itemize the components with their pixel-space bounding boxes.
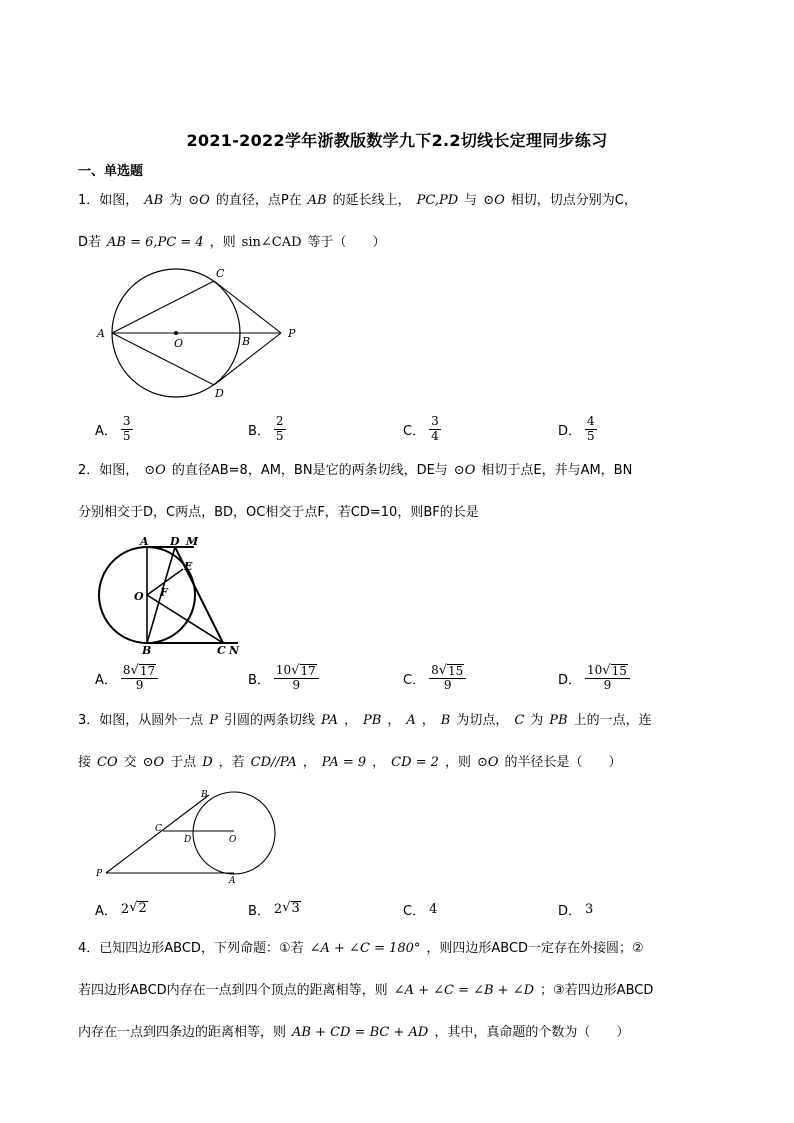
numerator (121, 664, 158, 679)
option-label: B． (248, 423, 270, 439)
q2-label-o: O (134, 590, 144, 603)
option-label: D． (558, 423, 582, 439)
q2-label-f: F (160, 586, 168, 599)
q4-math-condition: AB + CD = BC + AD (292, 1025, 429, 1040)
q3-math-condition: CD//PA (250, 755, 297, 770)
q1-math-ab: AB (144, 193, 164, 208)
q1-figure (92, 265, 307, 405)
question-1-line-2 (78, 234, 723, 253)
q2-option-c[interactable] (403, 661, 466, 695)
q1-text: 1．如图， (78, 193, 139, 208)
question-3-line-1 (78, 712, 723, 731)
sqrt-symbol: √ 17 (291, 662, 316, 678)
q1-math-pcpd: PC,PD (416, 193, 459, 208)
q1-label-p: P (288, 327, 296, 340)
numerator (274, 664, 319, 679)
q4-math-condition: ∠A + ∠C = 180° (309, 941, 421, 956)
fraction (429, 415, 441, 442)
q1-options (95, 412, 715, 446)
q1-text: 的直径，点P在 (215, 193, 302, 208)
q3-label-a: A (229, 876, 236, 886)
radicand: 17 (139, 663, 156, 678)
q3-option-b[interactable] (248, 892, 301, 926)
sqrt-symbol: √ 2 (129, 900, 147, 917)
option-label: A． (95, 672, 117, 688)
q1-text: D若 (78, 235, 102, 250)
fraction (429, 664, 466, 692)
q3-option-c[interactable] (403, 892, 437, 926)
q3-options (95, 892, 715, 926)
q3-label-c: C (155, 824, 162, 834)
q4-text: 4．已知四边形ABCD，下列命题：①若 (78, 941, 304, 956)
q1-label-a: A (97, 327, 105, 340)
numerator: 4 (587, 414, 595, 429)
radicand: 15 (448, 663, 464, 678)
option-label: A． (95, 903, 117, 919)
q1-text: ，则 (209, 235, 236, 250)
option-label: C． (403, 672, 426, 688)
coefficient: 2 (120, 901, 130, 917)
q3-figure (94, 786, 284, 886)
denominator: 9 (603, 678, 612, 692)
q1-label-c: C (216, 267, 225, 280)
q1-text: 相切，切点分别为C， (510, 193, 637, 208)
q1-math-circle: ⊙O (483, 193, 505, 208)
option-label: A． (95, 423, 117, 439)
coefficient: 8 (431, 662, 439, 677)
q3-math-condition: CD = 2 (391, 755, 439, 770)
radicand: 2 (138, 901, 147, 917)
q3-math: PB (363, 713, 382, 728)
q3-option-d[interactable] (558, 892, 593, 926)
q3-text: 上的一点，连 (573, 713, 652, 728)
question-4-line-2 (78, 982, 723, 1001)
q4-text: ，其中，真命题的个数为（ ） (434, 1025, 630, 1040)
q3-math-condition: PA = 9 (321, 755, 367, 770)
fraction (121, 415, 133, 442)
q3-text: ， (421, 713, 435, 728)
radicand: 3 (291, 901, 300, 917)
q3-option-a[interactable] (95, 892, 148, 926)
q2-label-e: E (184, 560, 193, 573)
q3-math: PB (549, 713, 568, 728)
question-2-line-2 (78, 504, 723, 523)
q3-text: ， (372, 755, 386, 770)
q1-option-b[interactable] (248, 412, 286, 446)
q2-option-b[interactable] (248, 661, 319, 695)
question-3-line-2 (78, 754, 723, 773)
q1-math-condition: AB = 6,PC = 4 (107, 235, 204, 250)
denominator: 9 (135, 678, 144, 692)
numerator (429, 664, 466, 679)
numerator: 3 (122, 414, 131, 429)
q3-text: ， (302, 755, 316, 770)
numerator: 2 (275, 414, 284, 429)
question-2-line-1 (78, 462, 723, 481)
q1-option-c[interactable] (403, 412, 441, 446)
q3-text: 为切点， (456, 713, 509, 728)
option-value: 4 (429, 901, 438, 917)
q1-math-circle: ⊙O (188, 193, 210, 208)
sqrt-symbol: √ 15 (602, 662, 627, 678)
q1-math-expression: sin∠CAD (241, 235, 302, 250)
q2-figure (90, 536, 250, 658)
option-label: C． (403, 423, 426, 439)
option-label: B． (248, 672, 270, 688)
q4-text: 内存在一点到四条边的距离相等，则 (78, 1025, 287, 1040)
q1-text: 的延长线上， (332, 193, 411, 208)
q2-label-a: A (140, 536, 149, 548)
radicand: 17 (300, 663, 316, 678)
q1-text: 等于（ ） (307, 235, 386, 250)
q3-text: 3．如图，从圆外一点 (78, 713, 204, 728)
question-1-line-1 (78, 192, 723, 211)
q3-text: 交 (123, 755, 137, 770)
page-title: 2021-2022学年浙教版数学九下2.2切线长定理同步练习 (186, 131, 608, 150)
q3-math-circle: ⊙O (476, 755, 499, 770)
q3-math: CO (97, 755, 118, 770)
q3-label-o: O (229, 835, 237, 845)
coefficient: 10 (587, 662, 603, 677)
q3-math: B (440, 713, 451, 728)
q2-text: 相切于点E，并与AM，BN (481, 463, 633, 478)
q4-text: ；③若四边形ABCD (540, 983, 654, 998)
denominator: 9 (443, 678, 452, 692)
q1-text: 与 (464, 193, 478, 208)
q1-label-o: O (174, 337, 184, 350)
q3-math-circle: ⊙O (142, 755, 165, 770)
q3-math: PA (321, 713, 338, 728)
q3-text: 引圆的两条切线 (224, 713, 316, 728)
radicand: 15 (611, 663, 627, 678)
q1-option-d[interactable] (558, 412, 597, 446)
q3-math: P (209, 713, 219, 728)
q2-label-b: B (142, 644, 152, 657)
q2-text: 分别相交于D，C两点，BD，OC相交于点F，若CD=10，则BF的长是 (78, 505, 479, 520)
q4-math-condition: ∠A + ∠C = ∠B + ∠D (393, 983, 535, 998)
q3-label-b: B (201, 790, 208, 800)
q1-math-ab: AB (307, 193, 327, 208)
q2-label-c: C (217, 644, 226, 657)
q3-label-p: P (96, 869, 103, 879)
q1-label-d: D (215, 387, 224, 400)
q3-math: A (406, 713, 416, 728)
denominator: 4 (431, 428, 439, 443)
question-4-line-3 (78, 1024, 723, 1043)
sqrt-symbol: √ 15 (438, 662, 464, 678)
coefficient: 8 (122, 662, 131, 677)
q3-text: ，则 (444, 755, 471, 770)
section-heading: 一、单选题 (78, 164, 144, 179)
q1-line-ad (112, 333, 214, 385)
option-label: B． (248, 903, 270, 919)
q4-text: ，则四边形ABCD一定存在外接圆；② (426, 941, 644, 956)
q2-label-m: M (186, 536, 199, 548)
q3-text: 接 (78, 755, 92, 770)
q3-label-d: D (184, 835, 192, 845)
denominator: 5 (587, 428, 595, 443)
denominator: 9 (292, 678, 301, 692)
fraction (274, 664, 319, 692)
q2-label-n: N (229, 644, 240, 657)
q2-text: 的直径AB=8，AM，BN是它的两条切线，DE与 (171, 463, 448, 478)
q3-text: ， (344, 713, 358, 728)
question-4-line-1 (78, 940, 723, 959)
q3-math: C (514, 713, 525, 728)
fraction (585, 664, 630, 692)
option-label: C． (403, 903, 426, 919)
q2-label-d: D (170, 536, 180, 548)
q1-line-pc (214, 281, 281, 333)
q2-text: 2．如图， (78, 463, 139, 478)
option-label: D． (558, 903, 582, 919)
option-label: D． (558, 672, 582, 688)
q2-options (95, 661, 715, 695)
sqrt-symbol: √ 17 (130, 662, 156, 678)
coefficient: 2 (273, 901, 283, 917)
q2-option-d[interactable] (558, 661, 630, 695)
numerator (585, 664, 630, 679)
q3-text: ，若 (218, 755, 245, 770)
fraction (585, 415, 597, 442)
fraction (274, 415, 286, 442)
q2-math-circle: ⊙O (144, 463, 166, 478)
q1-line-ac (112, 281, 214, 333)
q2-math-circle: ⊙O (453, 463, 476, 478)
q3-text: 于点 (170, 755, 197, 770)
q3-text: 为 (530, 713, 544, 728)
option-value: 3 (585, 901, 594, 917)
q3-text: 的半径长是（ ） (504, 755, 622, 770)
coefficient: 10 (275, 662, 292, 677)
fraction (121, 664, 158, 692)
denominator: 5 (122, 428, 131, 443)
q3-math: D (202, 755, 213, 770)
q3-circle (193, 792, 275, 874)
q2-option-a[interactable] (95, 661, 158, 695)
q4-text: 若四边形ABCD内存在一点到四个顶点的距离相等，则 (78, 983, 388, 998)
denominator: 5 (275, 428, 284, 443)
sqrt-symbol: √ 3 (282, 900, 300, 917)
q1-label-b: B (242, 335, 251, 348)
q1-text: 为 (169, 193, 183, 208)
numerator: 3 (431, 414, 439, 429)
q1-center-dot (174, 331, 178, 335)
q3-text: ， (387, 713, 401, 728)
q1-option-a[interactable] (95, 412, 133, 446)
